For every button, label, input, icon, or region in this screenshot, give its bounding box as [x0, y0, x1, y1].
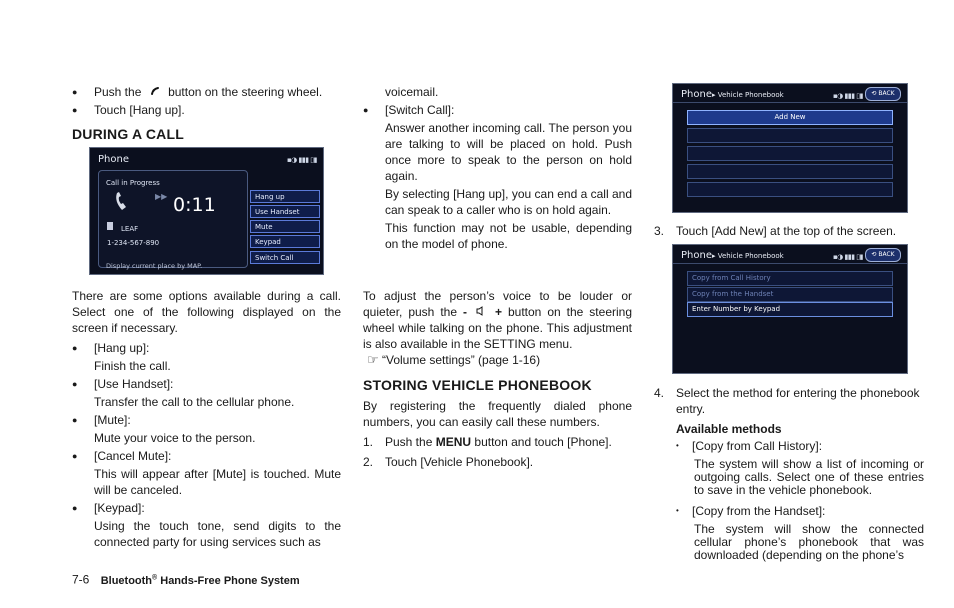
phone-handset-icon [113, 191, 131, 217]
method-copy-call-history [676, 438, 924, 497]
during-call-intro: There are some options available during a call. Select one of the following displayed on the screen if necessary. [72, 289, 341, 335]
step-4 [654, 385, 924, 417]
section-heading-during-call: DURING A CALL [72, 126, 184, 142]
screen-subtitle: ▸ Vehicle Phonebook [711, 252, 784, 260]
option-desc: This will appear after [Mute] is touched. Mute will be canceled. [94, 467, 341, 497]
method-copy-handset [676, 503, 924, 562]
keypad-desc-continued: voicemail. [385, 85, 439, 99]
step-number: 1. [363, 435, 374, 449]
signal-status-icon: ▪◑ ▮▮▮ ▯▮ [286, 156, 317, 164]
call-info-panel [98, 170, 248, 268]
screen-subtitle: ▸ Vehicle Phonebook [711, 91, 784, 99]
bullet-text: Touch [Hang up]. [94, 103, 185, 117]
switch-call-button[interactable]: Switch Call [250, 251, 320, 264]
keypad-button[interactable]: Keypad [250, 235, 320, 248]
bullet-dot: ● [72, 105, 78, 115]
section-heading-storing-phonebook: STORING VEHICLE PHONEBOOK [363, 377, 592, 393]
step-1 [363, 434, 632, 450]
option-label: [Use Handset]: [94, 377, 174, 391]
method-label: [Copy from Call History]: [692, 439, 823, 453]
bullet-dot: ● [72, 415, 78, 425]
storing-intro: By registering the frequently dialed phone numbers, you can easily call these numbers. [363, 399, 632, 429]
option-desc: Transfer the call to the cellular phone. [94, 395, 295, 409]
hang-up-button[interactable]: Hang up [250, 190, 320, 203]
phone-hangup-icon [145, 84, 165, 100]
bullet-dot: • [676, 506, 679, 515]
page-number: 7-6 [72, 572, 90, 587]
method-label: [Copy from the Handset]: [692, 504, 826, 518]
vehicle-phonebook-screen [672, 83, 908, 213]
back-label: BACK [878, 90, 895, 97]
step-number: 2. [363, 455, 374, 469]
enter-number-by-keypad-button[interactable]: Enter Number by Keypad [687, 302, 893, 317]
footer-title-bluetooth: Bluetooth [100, 574, 153, 587]
volume-adjust-paragraph [363, 288, 632, 352]
option-label: [Mute]: [94, 413, 131, 427]
option-desc: Answer another incoming call. The person you are talking to will be placed on hold. Push once more to speak to the person on hold again. [385, 121, 632, 183]
bullet-dot: ● [72, 379, 78, 389]
phonebook-empty-row [687, 146, 893, 161]
menu-button-label: MENU [435, 435, 472, 449]
option-use-handset [72, 376, 341, 410]
option-desc: By selecting [Hang up], you can end a call and can speak to a caller who is on hold again. [385, 187, 632, 217]
footer-registered-mark: ® [152, 574, 158, 581]
back-label: BACK [878, 251, 895, 258]
method-desc: The system will show the connected cellular phone’s phonebook that was downloaded (depending on the phone’s [694, 522, 924, 562]
method-desc: The system will show a list of incoming or outgoing calls. Select one of these entries to save in the vehicle phonebook. [694, 457, 924, 497]
option-keypad [72, 500, 341, 550]
phonebook-empty-row [687, 182, 893, 197]
reference-pointer-icon: ☞ [367, 352, 379, 367]
step-text: Touch [Vehicle Phonebook]. [385, 455, 534, 469]
option-label: [Switch Call]: [385, 103, 455, 117]
volume-reference [367, 352, 540, 368]
map-hint-text: Display current place by MAP. [106, 262, 203, 270]
call-timer: 0:11 [173, 194, 216, 216]
contact-name: LEAF [121, 225, 139, 233]
option-hang-up [72, 340, 341, 374]
option-desc: Finish the call. [94, 359, 171, 373]
signal-status-icon: ▪◑ ▮▮▮ ▯▮ [832, 253, 863, 261]
bullet-dot: ● [72, 87, 78, 97]
mute-button[interactable]: Mute [250, 220, 320, 233]
bullet-dot: ● [72, 451, 78, 461]
option-desc: This function may not be usable, depending on the model of phone. [385, 221, 632, 251]
contact-number: 1-234-567-890 [107, 239, 160, 247]
option-desc: Mute your voice to the person. [94, 431, 256, 445]
page-footer [72, 570, 372, 589]
back-button[interactable]: ⟲ BACK [865, 248, 901, 262]
step-2 [363, 454, 632, 470]
step-text: Select the method for entering the phonebook entry. [676, 386, 920, 416]
phonebook-empty-row [687, 128, 893, 143]
bullet-dot: ● [72, 343, 78, 353]
option-switch-call [363, 102, 632, 252]
volume-plus-label: + [494, 305, 502, 319]
step-text: Touch [Add New] at the top of the screen. [676, 224, 897, 238]
screen-title [681, 87, 784, 103]
back-button[interactable]: ⟲ BACK [865, 87, 901, 101]
bullet-dot: • [676, 441, 679, 450]
volume-text: To adjust the person’s voice to be louder or quieter, push the [363, 289, 632, 319]
contact-icon [107, 222, 113, 230]
add-entry-method-screen [672, 244, 908, 374]
screen-title [681, 248, 784, 264]
call-status-label: Call in Progress [106, 179, 160, 187]
step-number: 4. [654, 386, 665, 400]
bullet-dot: ● [72, 503, 78, 513]
add-new-button[interactable]: Add New [687, 110, 893, 125]
use-handset-button[interactable]: Use Handset [250, 205, 320, 218]
bullet-dot: ● [363, 105, 369, 115]
call-direction-icon: ▶▶ [155, 192, 168, 201]
volume-minus-label: - [463, 305, 468, 319]
step-text: Push the [385, 435, 433, 449]
bullet-push-hangup [72, 84, 342, 100]
option-label: [Cancel Mute]: [94, 449, 172, 463]
copy-from-handset-button[interactable]: Copy from the Handset [687, 287, 893, 302]
option-cancel-mute [72, 448, 341, 498]
screen-title: Phone [98, 154, 129, 165]
call-in-progress-screen [89, 147, 324, 275]
option-label: [Hang up]: [94, 341, 150, 355]
available-methods-heading: Available methods [676, 422, 782, 436]
step-number: 3. [654, 224, 665, 238]
screen-title-text: Phone [681, 250, 712, 261]
option-label: [Keypad]: [94, 501, 145, 515]
bullet-text: button on the steering wheel. [168, 85, 323, 99]
phonebook-empty-row [687, 164, 893, 179]
option-mute [72, 412, 341, 446]
footer-title-rest: Hands-Free Phone System [157, 574, 300, 587]
signal-status-icon: ▪◑ ▮▮▮ ▯▮ [832, 92, 863, 100]
reference-text: “Volume settings” (page 1-16) [382, 353, 541, 367]
bullet-text: Push the [94, 85, 142, 99]
footer-title [101, 575, 300, 587]
copy-from-call-history-button[interactable]: Copy from Call History [687, 271, 893, 286]
volume-text: button on the steering wheel while talking on the phone. This adjustment is also available in the SETTING menu. [363, 305, 632, 351]
option-desc: Using the touch tone, send digits to the connected party for using services such as [94, 519, 341, 549]
speaker-icon [473, 304, 489, 320]
step-3 [654, 223, 924, 239]
bullet-touch-hangup [72, 102, 342, 118]
screen-title-text: Phone [681, 89, 712, 100]
step-text: button and touch [Phone]. [474, 435, 612, 449]
